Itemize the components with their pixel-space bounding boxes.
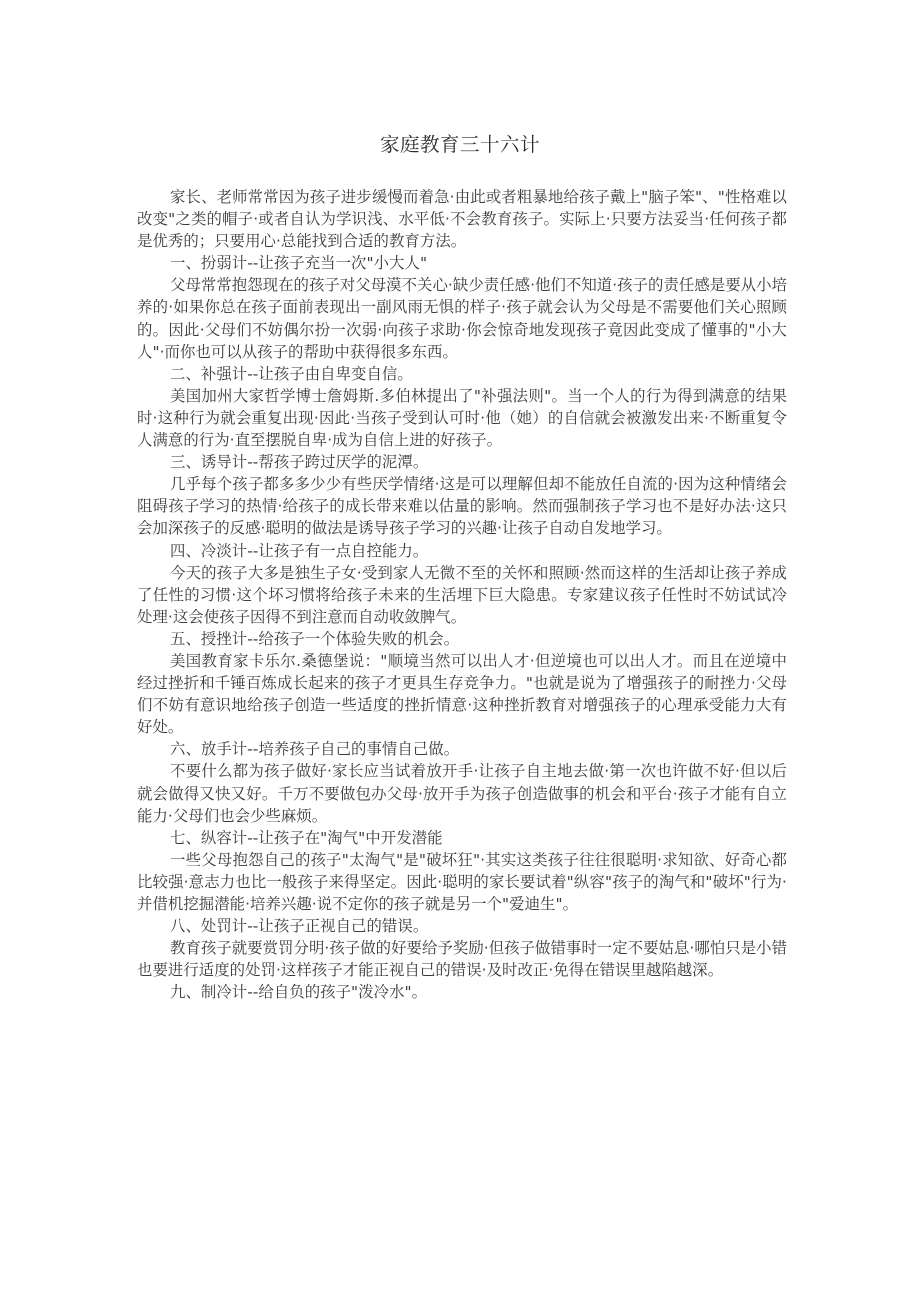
section-heading-1: 一、扮弱计--让孩子充当一次"小大人" [170,254,428,273]
section-heading-5: 五、授挫计--给孩子一个体验失败的机会。 [170,629,460,648]
section-body-6: 不要什么都为孩子做好·家长应当试着放开手·让孩子自主地去做·第一次也许做不好·但以后就会做得又快又好。千万不要做包办父母·放开手为孩子创造做事的机会和平台·孩子才能有自立能力·父母们也会少些麻烦。 [137,762,787,825]
section-body-2: 美国加州大家哲学博士詹姆斯.多伯林提出了"补强法则"。当一个人的行为得到满意的结果时·这种行为就会重复出现·因此·当孩子受到认可时·他（她）的自信就会被激发出来·不断重复令人满意的行为·直至摆脱自卑·成为自信上进的好孩子。 [137,386,787,450]
section-heading-7: 七、纵容计--让孩子在"淘气"中开发潜能 [170,828,443,847]
section-body-3: 几乎每个孩子都多多少少有些厌学情绪·这是可以理解但却不能放任自流的·因为这种情绪会阻碍孩子学习的热情·给孩子的成长带来难以估量的影响。然而强制孩子学习也不是好办法·这只会加深孩子的反感·聪明的做法是诱导孩子学习的兴趣·让孩子自动自发地学习。 [137,475,787,538]
section-body-7: 一些父母抱怨自己的孩子"太淘气"是"破坏狂"·其实这类孩子往往很聪明·求知欲、好奇心都比较强·意志力也比一般孩子来得坚定。因此·聪明的家长要试着"纵容"孩子的淘气和"破坏"行为·并借机挖掘潜能·培养兴趣·说不定你的孩子就是另一个"爱迪生"。 [137,850,787,913]
section-heading-3: 三、诱导计--帮孩子跨过厌学的泥潭。 [170,453,429,472]
section-heading-2: 二、补强计--让孩子由自卑变自信。 [170,364,413,383]
section-body-8: 教育孩子就要赏罚分明·孩子做的好要给予奖励·但孩子做错事时一定不要姑息·哪怕只是小错也要进行适度的处罚·这样孩子才能正视自己的错误·及时改正·免得在错误里越陷越深。 [137,939,788,980]
section-body-1: 父母常常抱怨现在的孩子对父母漠不关心·缺少责任感·他们不知道·孩子的责任感是要从小培养的·如果你总在孩子面前表现出一副风雨无惧的样子·孩子就会认为父母是不需要他们关心照顾的。因此·父母们不妨偶尔扮一次弱·向孩子求助·你会惊奇地发现孩子竟因此变成了懂事的"小大人"·而你也可以从孩子的帮助中获得很多东西。 [137,276,788,361]
section-heading-4: 四、冷淡计--让孩子有一点自控能力。 [170,541,429,560]
section-heading-6: 六、放手计--培养孩子自己的事情自己做。 [170,740,460,759]
section-body-4: 今天的孩子大多是独生子女·受到家人无微不至的关怀和照顾·然而这样的生活却让孩子养成了任性的习惯·这个坏习惯将给孩子未来的生活埋下巨大隐患。专家建议孩子任性时不妨试试冷处理·这会使孩子因得不到注意而自动收敛脾气。 [137,563,787,626]
section-body-5: 美国教育家卡乐尔.桑德堡说："顺境当然可以出人才·但逆境也可以出人才。而且在逆境中经过挫折和千锤百炼成长起来的孩子才更具生存竞争力。"也就是说为了增强孩子的耐挫力·父母们不妨有意识地给孩子创造一些适度的挫折情意·这种挫折教育对增强孩子的心理承受能力大有好处。 [137,651,787,737]
intro-paragraph: 家长、老师常常因为孩子进步缓慢而着急·由此或者粗暴地给孩子戴上"脑子笨"、"性格难以改变"之类的帽子·或者自认为学识浅、水平低·不会教育孩子。实际上·只要方法妥当·任何孩子都是优秀的；只要用心·总能找到合适的教育方法。 [137,188,787,251]
page-title: 家庭教育三十六计 [379,133,540,157]
section-heading-9: 九、制冷计--给自负的孩子"泼冷水"。 [170,983,428,1002]
document-body [137,186,787,1003]
section-heading-8: 八、处罚计--让孩子正视自己的错误。 [170,917,429,936]
